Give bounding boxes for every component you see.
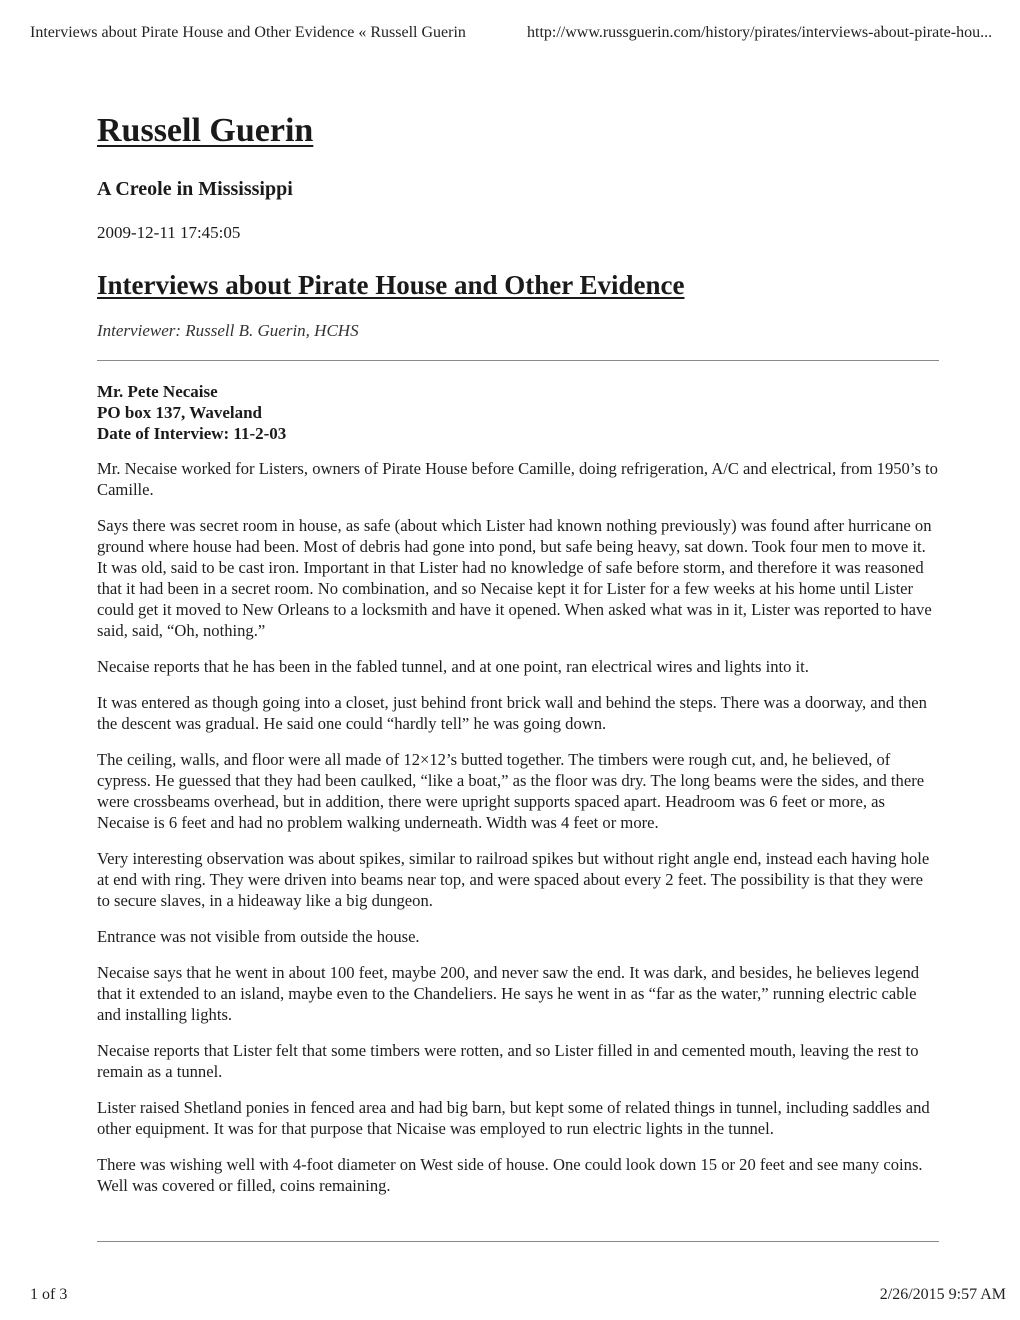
print-footer: [30, 1286, 1006, 1308]
body-paragraph: Necaise reports that he has been in the fabled tunnel, and at one point, ran electrical wires and lights into it.: [97, 657, 809, 676]
print-header-title: Interviews about Pirate House and Other Evidence « Russell Guerin: [30, 24, 466, 41]
body-paragraph: The ceiling, walls, and floor were all made of 12×12’s butted together. The timbers were rough cut, and, he believed, of cypress. He guessed that they had been caulked, “like a boat,” as the floor was dry. The long beams were the sides, and there were crossbeams overhead, but in addition, there were upright supports spaced apart. Headroom was 6 feet or more, as Necaise is 6 feet and had no problem walking underneath. Width was 4 feet or more.: [97, 750, 925, 832]
subject-name: Mr. Pete Necaise: [97, 382, 218, 401]
body-paragraph: Lister raised Shetland ponies in fenced area and had big barn, but kept some of related things in tunnel, including saddles and other equipment. It was for that purpose that Nicaise was employed to run electric lights in the tunnel.: [97, 1098, 930, 1138]
divider-top: [97, 360, 939, 361]
page-content: [97, 108, 939, 1211]
print-header-url: http://www.russguerin.com/history/pirates/interviews-about-pirate-hou...: [527, 24, 993, 41]
body-paragraph: Entrance was not visible from outside the house.: [97, 927, 420, 946]
subject-interview-date: Date of Interview: 11-2-03: [97, 424, 287, 443]
print-header: [30, 24, 1006, 46]
post-body: [97, 458, 939, 1196]
post-interviewer: Interviewer: Russell B. Guerin, HCHS: [97, 321, 359, 340]
page-number: 1 of 3: [30, 1286, 68, 1303]
interview-subject: [97, 381, 939, 444]
body-paragraph: Necaise reports that Lister felt that some timbers were rotten, and so Lister filled in and cemented mouth, leaving the rest to remain as a tunnel.: [97, 1041, 919, 1081]
site-tagline: A Creole in Mississippi: [97, 178, 293, 200]
print-timestamp: 2/26/2015 9:57 AM: [879, 1286, 1006, 1303]
divider-bottom: [97, 1241, 939, 1242]
body-paragraph: There was wishing well with 4-foot diameter on West side of house. One could look down 15 or 20 feet and see many coins. Well was covered or filled, coins remaining.: [97, 1155, 923, 1195]
site-title-link[interactable]: Russell Guerin: [97, 112, 314, 149]
post-date: 2009-12-11 17:45:05: [97, 223, 241, 242]
body-paragraph: Necaise says that he went in about 100 feet, maybe 200, and never saw the end. It was dark, and besides, he believes legend that it extended to an island, maybe even to the Chandeliers. He says he went in as “far as the water,” running electric cable and installing lights.: [97, 963, 920, 1024]
body-paragraph: It was entered as though going into a closet, just behind front brick wall and behind the steps. There was a doorway, and then the descent was gradual. He said one could “hardly tell” he was going down.: [97, 693, 927, 733]
body-paragraph: Mr. Necaise worked for Listers, owners of Pirate House before Camille, doing refrigeration, A/C and electrical, from 1950’s to Camille.: [97, 459, 938, 499]
body-paragraph: Says there was secret room in house, as safe (about which Lister had known nothing previously) was found after hurricane on ground where house had been. Most of debris had gone into pond, but safe being heavy, sat down. Took four men to move it. It was old, said to be cast iron. Important in that Lister had no knowledge of safe before storm, and therefore it was reasoned that it had been in a secret room. No combination, and so Necaise kept it for Lister for a few weeks at his home until Lister could get it moved to New Orleans to a locksmith and have it opened. When asked what was in it, Lister was reported to have said, said, “Oh, nothing.”: [97, 516, 932, 640]
subject-address: PO box 137, Waveland: [97, 403, 262, 422]
body-paragraph: Very interesting observation was about spikes, similar to railroad spikes but without right angle end, instead each having hole at end with ring. They were driven into beams near top, and were spaced about every 2 feet. The possibility is that they were to secure slaves, in a hideaway like a big dungeon.: [97, 849, 930, 910]
post-title-link[interactable]: Interviews about Pirate House and Other Evidence: [97, 270, 685, 300]
